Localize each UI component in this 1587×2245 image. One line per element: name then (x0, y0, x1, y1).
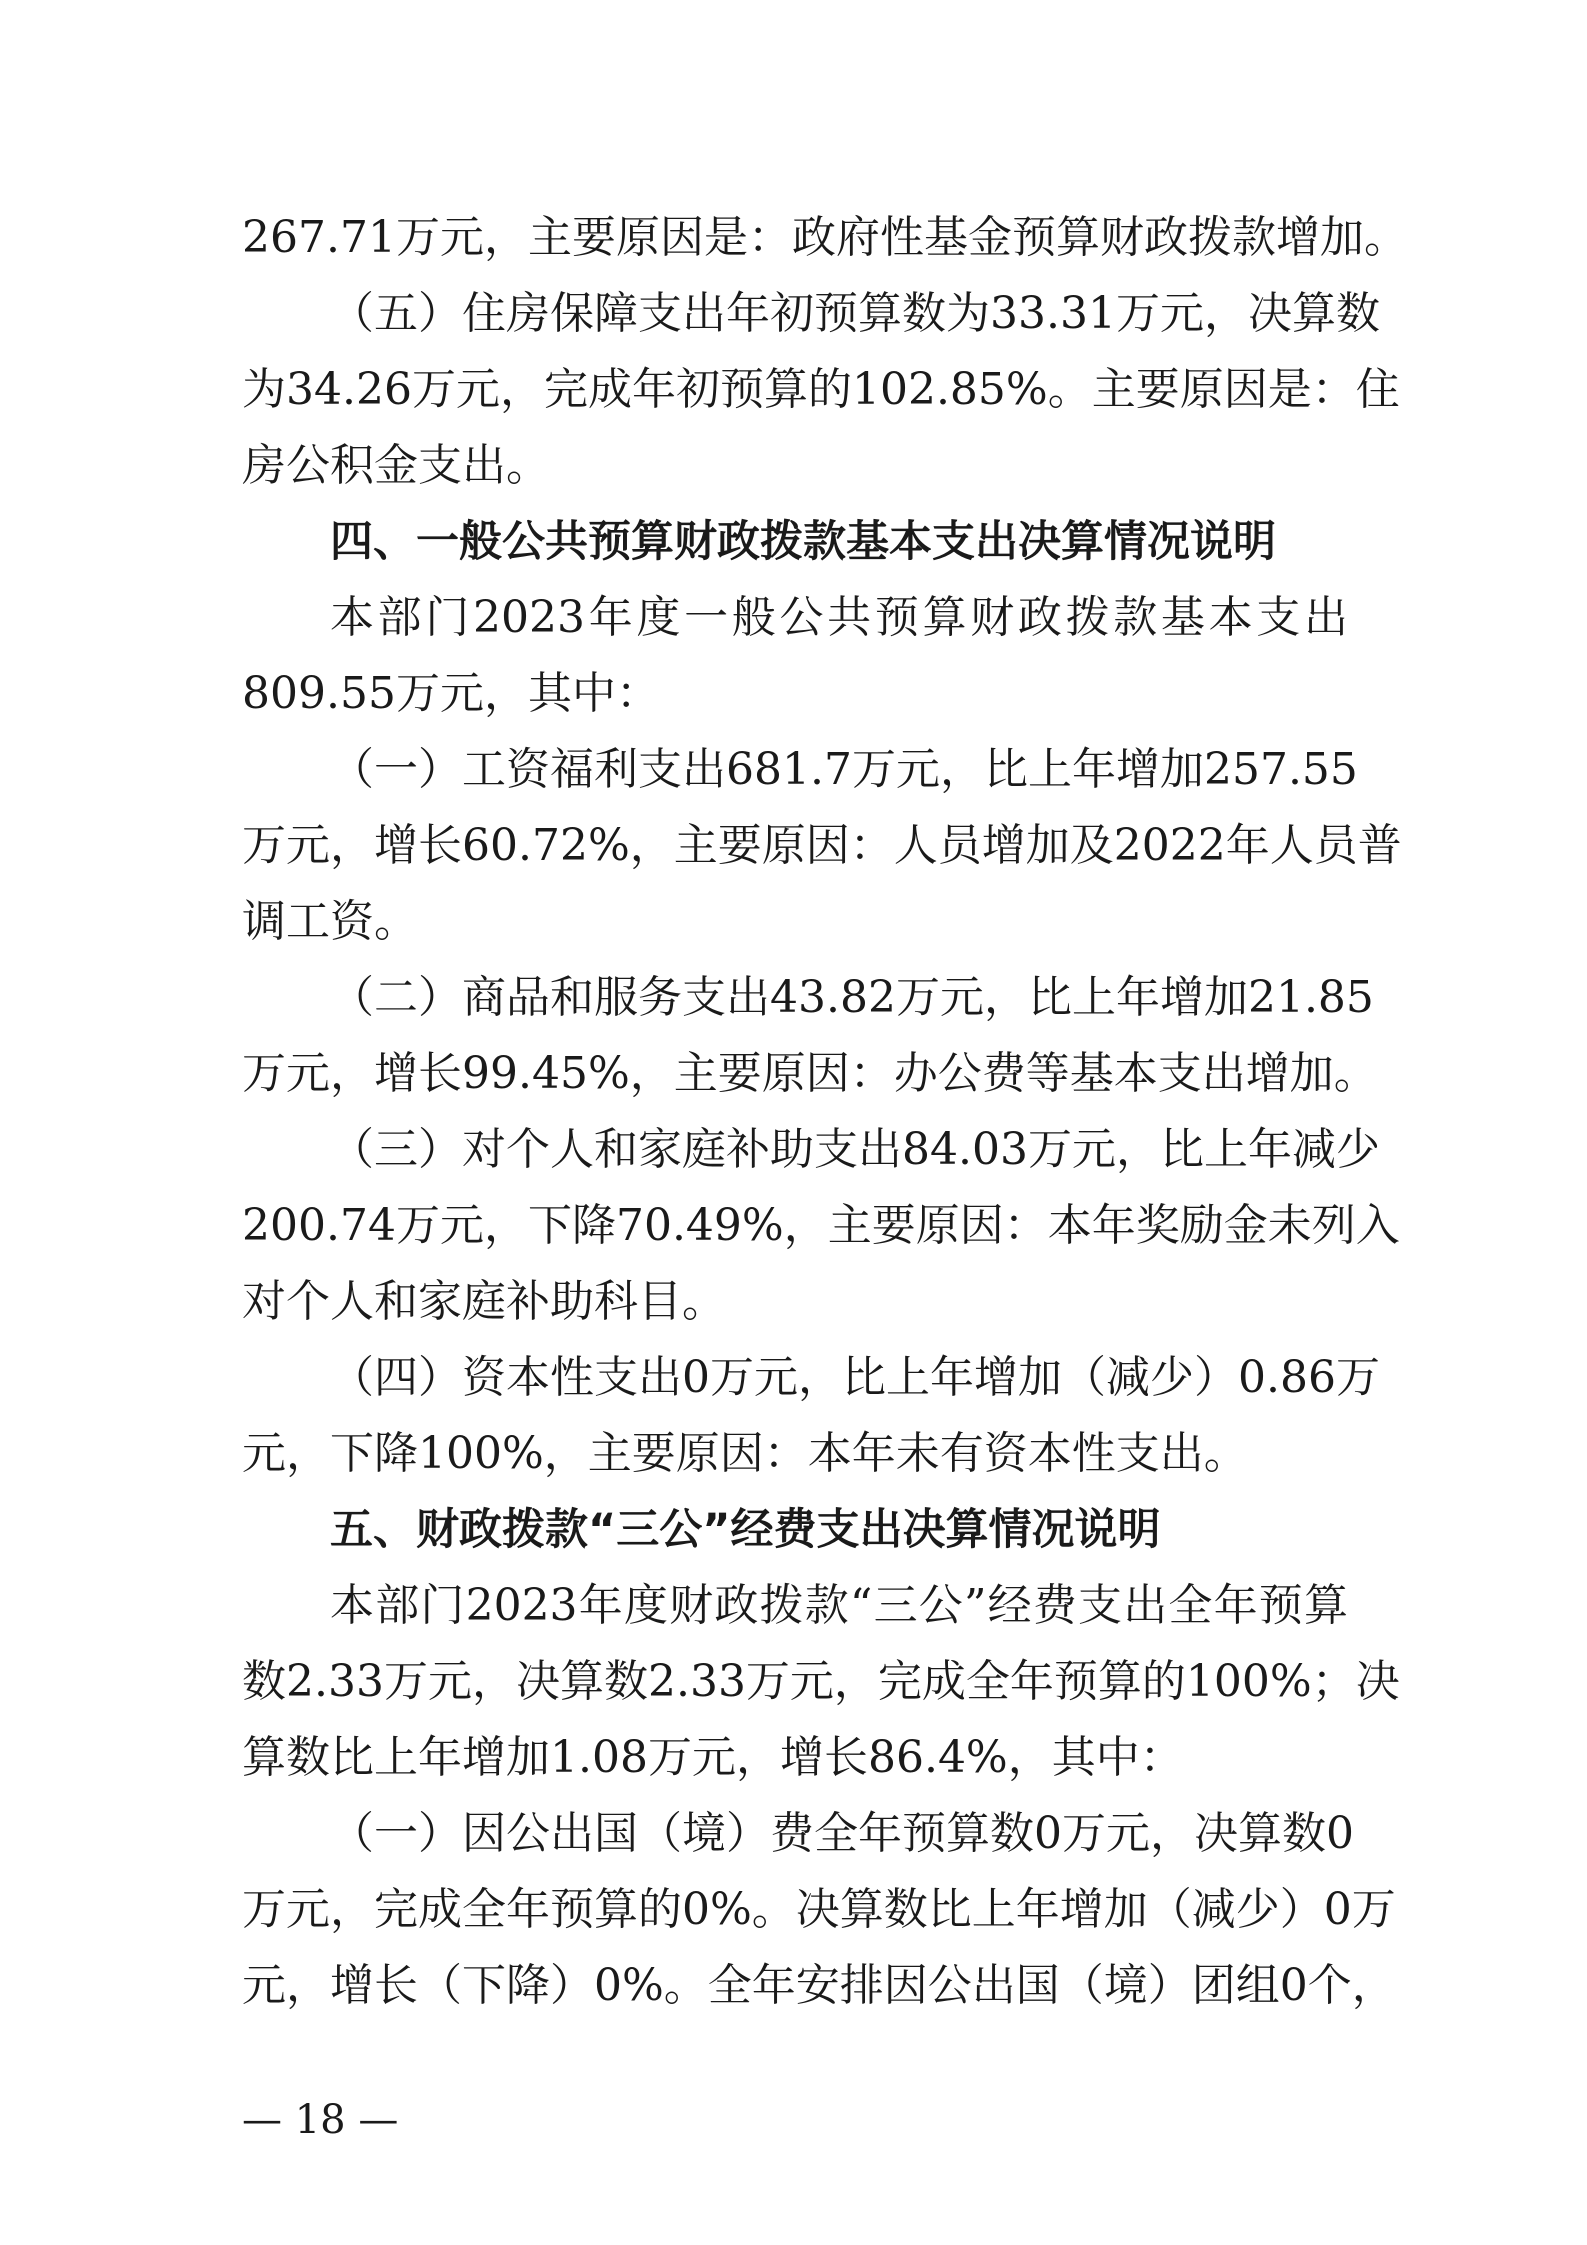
text-line: 万元，增长60.72%，主要原因：人员增加及2022年人员普 (242, 820, 1402, 871)
text-line: 267.71万元，主要原因是：政府性基金预算财政拨款增加。 (242, 212, 1408, 263)
text-line: 元，增长（下降）0%。全年安排因公出国（境）团组0个， (242, 1960, 1396, 2011)
text-line: 本部门2023年度财政拨款“三公”经费支出全年预算 (330, 1580, 1348, 1631)
text-line: 万元，增长99.45%，主要原因：办公费等基本支出增加。 (242, 1048, 1378, 1099)
text-line: 房公积金支出。 (242, 440, 550, 491)
document-body (242, 200, 1408, 2024)
section-heading: 四、一般公共预算财政拨款基本支出决算情况说明 (330, 517, 1276, 567)
text-line: （四）资本性支出0万元，比上年增加（减少）0.86万 (330, 1352, 1380, 1403)
text-line: （五）住房保障支出年初预算数为33.31万元，决算数 (330, 288, 1380, 339)
text-line: 调工资。 (242, 896, 418, 947)
text-line: 数2.33万元，决算数2.33万元，完成全年预算的100%；决 (242, 1656, 1400, 1707)
text-line: 万元，完成全年预算的0%。决算数比上年增加（减少）0万 (242, 1884, 1396, 1935)
text-line: 元，下降100%，主要原因：本年未有资本性支出。 (242, 1428, 1248, 1479)
text-line: 本部门2023年度一般公共预算财政拨款基本支出 (330, 592, 1348, 643)
text-line: 算数比上年增加1.08万元，增长86.4%，其中： (242, 1732, 1184, 1783)
section-heading: 五、财政拨款“三公”经费支出决算情况说明 (330, 1505, 1161, 1555)
text-line: 为34.26万元，完成年初预算的102.85%。主要原因是：住 (242, 364, 1400, 415)
text-line: 809.55万元，其中： (242, 668, 660, 719)
text-line: 对个人和家庭补助科目。 (242, 1276, 726, 1327)
text-line: （一）工资福利支出681.7万元，比上年增加257.55 (330, 744, 1358, 795)
text-line: （一）因公出国（境）费全年预算数0万元，决算数0 (330, 1808, 1354, 1859)
text-line: （三）对个人和家庭补助支出84.03万元，比上年减少 (330, 1124, 1380, 1175)
text-line: 200.74万元，下降70.49%，主要原因：本年奖励金未列入 (242, 1200, 1400, 1251)
page-number: — 18 — (242, 2097, 399, 2143)
text-line: （二）商品和服务支出43.82万元，比上年增加21.85 (330, 972, 1374, 1023)
